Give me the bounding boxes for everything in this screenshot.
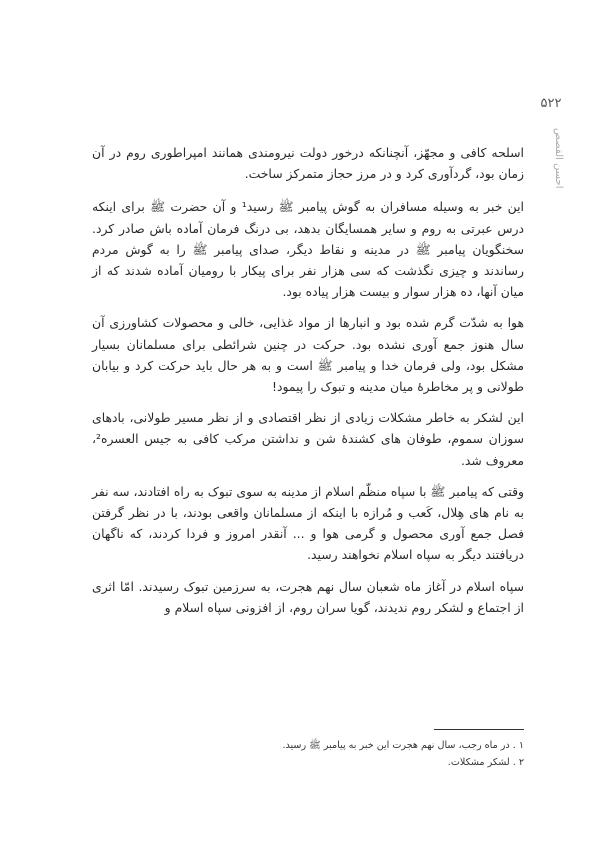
paragraph: اسلحه کافی و مجهّز، آنچنانکه درخور دولت نیرومندی همانند امپراطوری روم در آن زمان بود، گردآوری کرد و در مرز حجاز متمرکز ساخت. bbox=[92, 145, 524, 182]
paragraph: وقتی که پیامبر ﷺ با سپاه منظّم اسلام از مدینه به سوی تبوک به راه افتادند، سه نفر به نام های هِلال، کَعب و مُرازه با اینکه از مسلمانان واقعی بودند، با در نظر گرفتن فصل جمع آوری محصول و گرمی هوا و ... آنقدر امروز و فردا کردند، که ناگهان دریافتند دیگر به سپاه اسلام نخواهند رسید. bbox=[92, 483, 524, 563]
paragraph: این خبر به وسیله مسافران به گوش پیامبر ﷺ رسید¹ و آن حضرت ﷺ برای اینکه درس عبرتی به روم و سایر همسایگان بدهد، بی درنگ فرمان آماده باش صادر کرد. سخنگویان پیامبر ﷺ در مدینه و نقاط دیگر، صدای پیامبر ﷺ را به گوش مردم رساندند و چیزی نگذشت که سی هزار نفر برای پیکار با رومیان آماده شدند که از میان آنها، ده هزار سوار و بیست هزار پیاده بود. bbox=[92, 199, 524, 300]
footnote: ۲ . لشکر مشکلات. bbox=[447, 757, 524, 768]
footnote: ۱ . در ماه رجب، سال نهم هجرت این خبر به پیامبر ﷺ رسید. bbox=[282, 740, 524, 751]
paragraph: این لشکر به خاطر مشکلات زیادی از نظر اقتصادی و از نظر مسیر طولانی، بادهای سوزان سموم، طوفان های کشندهٔ شن و نداشتن مرکب کافی به جیس العسره²، معروف شد. bbox=[92, 410, 524, 468]
running-header: احسن القصص bbox=[553, 128, 564, 189]
body-text bbox=[92, 142, 524, 628]
page-number: ۵۲۲ bbox=[540, 96, 562, 111]
footnotes bbox=[92, 737, 524, 771]
paragraph: هوا به شدّت گرم شده بود و انبارها از مواد غذایی، خالی و محصولات کشاورزی آن سال هنوز جمع آوری نشده بود. حرکت در چنین شرائطی برای مسلمانان بسیار مشکل بود، ولی فرمان خدا و پیامبر ﷺ است و به هر حال باید حرکت کرد و بیابان طولانی و پر مخاطرهٔ میان مدینه و تبوک را پیمود! bbox=[92, 315, 524, 395]
footnote-divider bbox=[434, 729, 524, 730]
paragraph: سپاه اسلام در آغاز ماه شعبان سال نهم هجرت، به سرزمین تبوک رسیدند. امّا اثری از اجتماع و لشکر روم ندیدند، گویا سران روم، از افزونی سپاه اسلام و bbox=[92, 578, 524, 615]
